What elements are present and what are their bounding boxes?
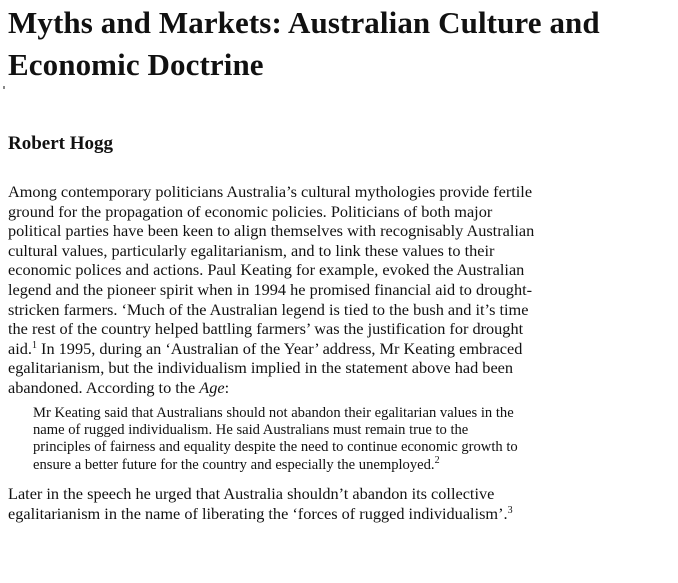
line-text: :: [224, 377, 230, 397]
paragraph-line: [8, 378, 678, 398]
footnote-ref-3[interactable]: 3: [507, 504, 513, 516]
paragraph-line: legend and the pioneer spirit when in 1994 he promised financial aid to drought-: [8, 279, 533, 299]
footnote-ref-2[interactable]: 2: [434, 454, 440, 466]
quote-line: Mr Keating said that Australians should not abandon their egalitarian values in the: [33, 404, 514, 421]
paragraph-line: [8, 339, 678, 359]
block-quote: [33, 405, 668, 475]
paragraph-line: stricken farmers. ‘Much of the Australian legend is tied to the bush and it’s time: [8, 299, 529, 319]
line-text: abandoned. According to the: [8, 377, 200, 397]
body-paragraph-2: [8, 484, 678, 523]
paragraph-line: [8, 504, 678, 524]
quote-line: principles of fairness and equality despite the need to continue economic growth to: [33, 439, 518, 456]
publication-name: Age: [199, 377, 225, 397]
paragraph-line: cultural values, particularly egalitarianism, and to link these values to their: [8, 240, 495, 260]
paragraph-line: economic polices and actions. Paul Keating for example, evoked the Australian: [8, 260, 525, 280]
line-text: In 1995, during an ‘Australian of the Year’ address, Mr Keating embraced: [36, 338, 523, 358]
footnote-ref-1[interactable]: 1: [31, 339, 37, 351]
article-page: [8, 0, 678, 523]
quote-line: name of rugged individualism. He said Australians must remain true to the: [33, 421, 469, 438]
article-title: [8, 0, 678, 86]
quote-line: [33, 454, 668, 474]
paragraph-line: egalitarianism, but the individualism implied in the statement above had been: [8, 358, 514, 378]
paragraph-line: Later in the speech he urged that Australia shouldn’t abandon its collective: [8, 484, 495, 504]
line-text: aid.: [8, 338, 32, 358]
scan-speck: [3, 86, 5, 89]
body-paragraph-1: [8, 182, 678, 398]
paragraph-line: ground for the propagation of economic policies. Politicians of both major: [8, 201, 493, 221]
paragraph-line: the rest of the country helped battling farmers’ was the justification for drought: [8, 319, 524, 339]
line-text: egalitarianism in the name of liberating the ‘forces of rugged individualism’.: [8, 503, 508, 523]
paragraph-line: political parties have been keen to align themselves with recognisably Australian: [8, 221, 535, 241]
author-name: Robert Hogg: [8, 133, 114, 154]
title-line-1: Myths and Markets: Australian Culture and: [8, 5, 600, 40]
line-text: ensure a better future for the country and especially the unemployed.: [33, 456, 435, 473]
title-line-2: Economic Doctrine: [8, 47, 264, 82]
paragraph-line: Among contemporary politicians Australia’s cultural mythologies provide fertile: [8, 182, 533, 201]
